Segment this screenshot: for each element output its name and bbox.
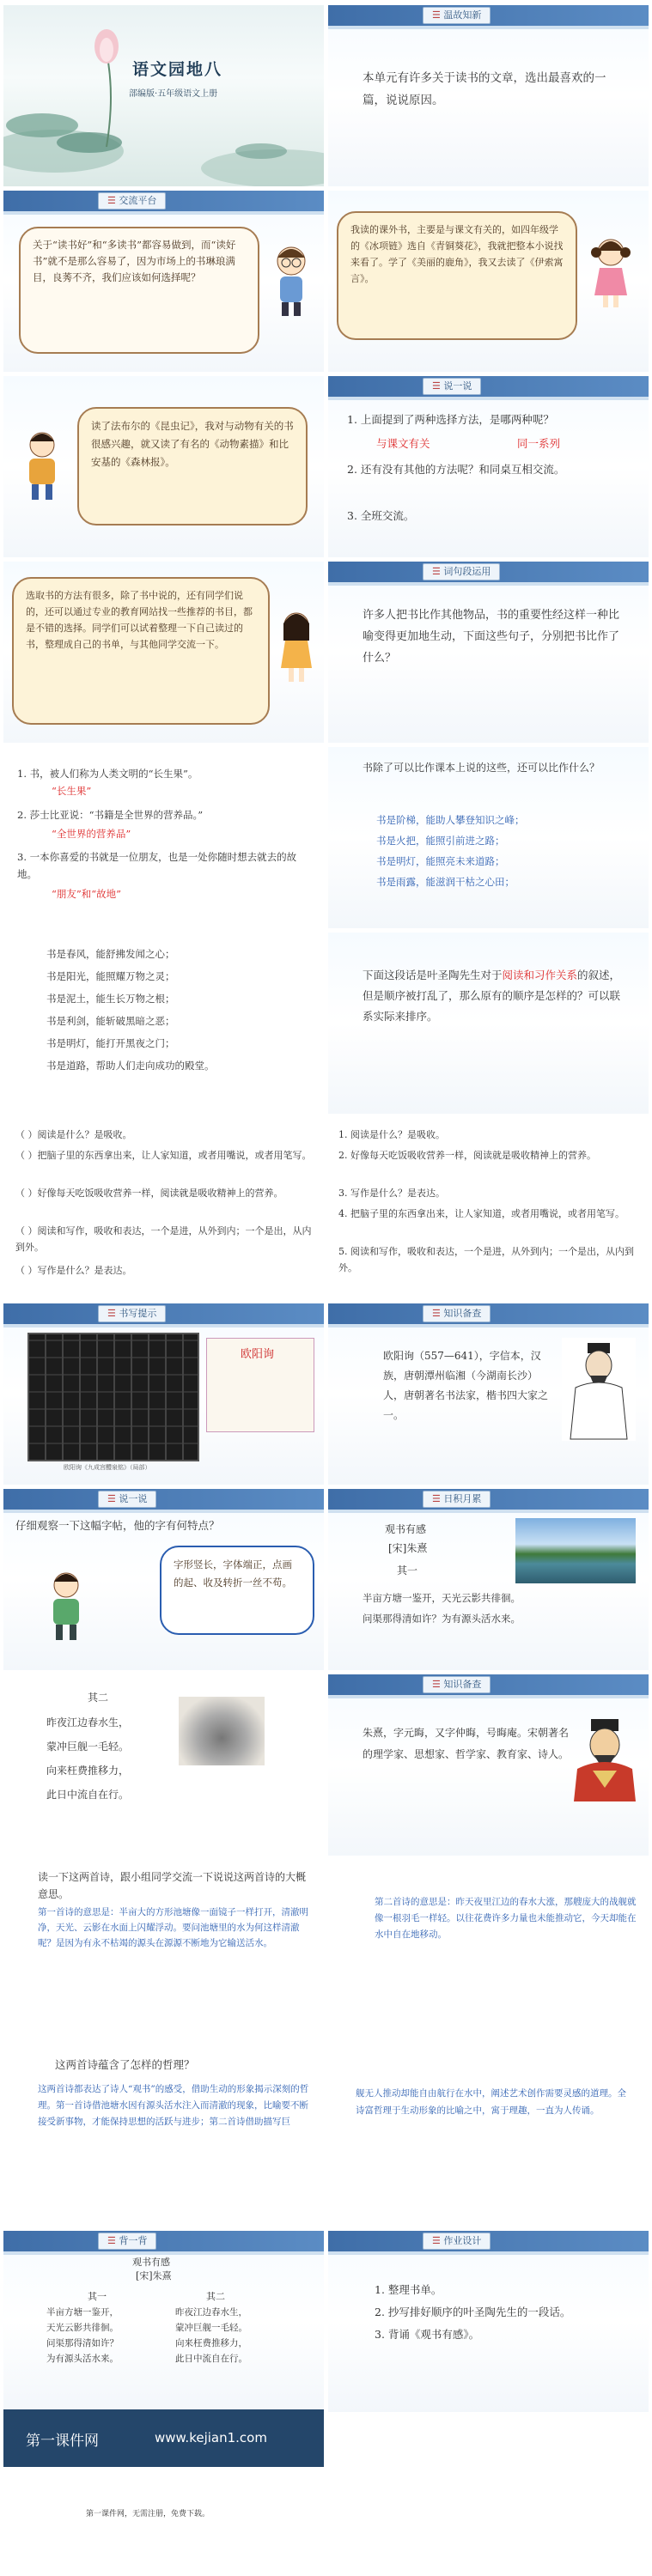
metaphor-1: 1. 书，被人们称为人类文明的“长生果”。: [17, 768, 198, 780]
metaphor-line: 书是雨露，能滋润干枯之心田；: [376, 876, 515, 888]
poem-subtitle: 其二: [206, 2291, 225, 2302]
ordered-item: 5. 阅读和写作，吸收和表达，一个是进，从外到内；一个是出，从内到外。: [338, 1246, 634, 1273]
example-line: 书是道路，帮助人们走向成功的殿堂。: [46, 1060, 215, 1072]
answer-bubble: 字形竖长，字体端正，点画的起、收及转折一丝不苟。: [160, 1546, 314, 1635]
slide-girl-reading: [328, 191, 649, 372]
section-header: ☰ 温故知新: [423, 7, 491, 24]
ordered-item: 1. 阅读是什么？是吸收。: [338, 1129, 445, 1140]
poem-subtitle: 其一: [88, 2291, 107, 2302]
poem-author: [宋]朱熹: [136, 2270, 172, 2281]
calligraphy-rubbing-image: [27, 1333, 199, 1461]
zhu-xi-portrait-icon: [570, 1716, 639, 1801]
ordering-intro-pre: 下面这段话是叶圣陶先生对于: [363, 969, 503, 981]
slide-poem-two: [3, 1674, 324, 1856]
poem-line: 半亩方塘一鉴开，天光云影共徘徊。: [363, 1592, 521, 1604]
question-2: 2. 还有没有其他的方法呢？和同桌互相交流。: [347, 463, 565, 476]
poem-line: 此日中流自在行。: [175, 2354, 247, 2364]
metaphor-3: 3. 一本你喜爱的书就是一位朋友，也是一处你随时想去就去的故地。: [17, 851, 297, 880]
poem-line: 问渠那得清如许？为有源头活水来。: [363, 1613, 521, 1625]
slide-observe-calligraphy: [3, 1489, 324, 1670]
poem-title: 观书有感: [385, 1523, 427, 1535]
slide-book-metaphors: [3, 747, 324, 928]
slide-ordering-intro: [328, 933, 649, 1114]
poem-line: 向来枉费推移力，: [46, 1765, 130, 1777]
meaning-answer: 第二首诗的意思是：昨天夜里江边的春水大涨，那艘庞大的战舰就像一根羽毛一样轻。以往花费许多力量也未能推动它，今天却能在水中自在地移动。: [375, 1897, 637, 1940]
poem-line: 天光云影共徘徊。: [46, 2323, 119, 2333]
speech-bubble: 我读的课外书，主要是与课文有关的，如四年级学的《冰项链》选自《青铜葵花》，我就把整本小说找来看了。学了《美丽的鹿角》，我又去读了《伊索寓言》。: [337, 211, 577, 340]
slide-writing-tips: [3, 1303, 324, 1485]
speech-bubble: 选取书的方法有很多，除了书中说的，还有同学们说的，还可以通过专业的教育网站找一些推荐的书目，都是不错的选择。同学们可以试着整理一下自己读过的书，整理成自己的书单，与其他同学交流一下。: [12, 577, 270, 725]
philosophy-question: 这两首诗蕴含了怎样的哲理？: [55, 2058, 195, 2071]
slide-homework: [328, 2231, 649, 2412]
ouyang-xun-portrait-icon: [562, 1338, 636, 1441]
slide-choose-books: [3, 562, 324, 743]
poem-subtitle: 其二: [88, 1692, 109, 1704]
example-line: 书是泥土，能生长万物之根；: [46, 993, 175, 1005]
poem-title: 观书有感: [132, 2257, 170, 2268]
header-bar: [328, 376, 649, 397]
section-header: ☰ 日积月累: [423, 1491, 491, 1508]
philosophy-answer: 这两首诗都表达了诗人“观书”的感受，借助生动的形象揭示深刻的哲理。第一首诗借池塘水因有源头活水注入而清澈的现象，比喻要不断接受新事物，才能保持思想的活跃与进步；第二首诗借助描写巨: [38, 2084, 309, 2127]
slide-daily-accumulation: [328, 1489, 649, 1670]
poem-line: 蒙冲巨舰一毛轻。: [46, 1741, 130, 1753]
slide-philosophy-1: [3, 2045, 324, 2227]
slide-ouyang-xun-info: [328, 1303, 649, 1485]
metaphor-2: 2. 莎士比亚说：“书籍是全世界的营养品。”: [17, 809, 204, 821]
section-header: ☰ 知识备查: [423, 1676, 491, 1693]
intro-text: 许多人把书比作其他物品，书的重要性经这样一种比喻变得更加地生动，下面这些句子，分别把书比作了什么？: [363, 609, 620, 665]
slide-ordering-answer: [328, 1118, 649, 1299]
slide-poem-meaning-1: [3, 1860, 324, 2041]
slide-discuss-1: [328, 376, 649, 557]
example-line: 书是春风，能舒拂发闻之心；: [46, 948, 175, 960]
poem-line: 问渠那得清如许？: [46, 2338, 119, 2348]
ordering-item: （ ）阅读和写作，吸收和表达，一个是进，从外到内；一个是出，从内到外。: [15, 1225, 312, 1253]
philosophy-answer: 舰无人推动却能自由航行在水中，阐述艺术创作需要灵感的道理。全诗富哲理于生动形象的比喻之中，寓于理趣，一直为人传诵。: [356, 2088, 626, 2116]
ordered-item: 4. 把脑子里的东西拿出来，让人家知道，或者用嘴说，或者用笔写。: [338, 1208, 625, 1219]
section-header: ☰ 知识备查: [423, 1305, 491, 1322]
footer-banner: [3, 2409, 324, 2467]
slide-philosophy-2: [328, 2045, 649, 2227]
section-header: ☰ 交流平台: [98, 192, 166, 210]
girl-icon: [588, 234, 634, 311]
metaphor-line: 书是火把，能照引前进之路；: [376, 835, 505, 847]
poem-line: 蒙冲巨舰一毛轻。: [175, 2323, 247, 2333]
poem-author: [宋]朱熹: [388, 1542, 428, 1554]
ordering-item: （ ）把脑子里的东西拿出来，让人家知道，或者用嘴说，或者用笔写。: [15, 1150, 312, 1161]
header-bar: [3, 1489, 324, 1510]
metaphor-1-answer: “长生果”: [52, 785, 92, 797]
poem-line: 半亩方塘一鉴开，: [46, 2307, 119, 2318]
poem-line: 为有源头活水来。: [46, 2354, 119, 2364]
question-1: 1. 上面提到了两种选择方法，是哪两种呢？: [347, 413, 554, 426]
slide-review: [328, 5, 649, 186]
metaphor-2-answer: “全世界的营养品”: [52, 828, 131, 840]
metaphor-line: 书是明灯，能照亮未来道路；: [376, 855, 505, 867]
section-header: ☰ 书写提示: [98, 1305, 166, 1322]
boy-with-glasses-icon: [268, 242, 314, 319]
section-header: ☰ 背一背: [98, 2233, 156, 2250]
observe-question: 仔细观察一下这幅字帖，他的字有何特点？: [15, 1519, 220, 1532]
biography-text: 朱熹，字元晦，又字仲晦，号晦庵。宋朝著名的理学家、思想家、哲学家、教育家、诗人。: [363, 1727, 570, 1760]
ordering-intro-post: 的叙述，但是顺序被打乱了，那么原有的顺序是怎样的？可以联系实际来排序。: [363, 969, 621, 1023]
thinking-boy-icon: [43, 1568, 89, 1645]
poem-line: 向来枉费推移力，: [175, 2338, 247, 2348]
homework-item: 3. 背诵《观书有感》。: [375, 2328, 480, 2341]
example-line: 书是阳光，能照耀万物之灵；: [46, 970, 175, 982]
ink-painting-boats-image: [179, 1697, 265, 1765]
homework-item: 1. 整理书单。: [375, 2283, 442, 2296]
answer-1b: 同一系列: [517, 437, 561, 450]
slide-metaphor-examples: [3, 933, 324, 1114]
metaphor-3-answer: “朋友”和“故地”: [52, 888, 122, 900]
section-header: ☰ 说一说: [98, 1491, 156, 1508]
ordering-intro: [363, 965, 629, 1027]
speech-bubble: 关于“读书好”和“多读书”都容易做到，而“读好书”就不是那么容易了，因为市场上的书琳琅满目，良莠不齐，我们应该如何选择呢？: [19, 227, 259, 354]
slide-zhu-xi-info: [328, 1674, 649, 1856]
ordering-item: （ ）好像每天吃饭吸收营养一样，阅读就是吸收精神上的营养。: [15, 1188, 283, 1199]
slide-ordering-blanks: [3, 1118, 324, 1299]
section-header: ☰ 作业设计: [423, 2233, 491, 2250]
footer-url[interactable]: www.kejian1.com: [155, 2430, 267, 2445]
footer-brand: 第一课件网: [26, 2433, 99, 2450]
metaphor-line: 书是阶梯，能助人攀登知识之峰；: [376, 814, 525, 826]
question-3: 3. 全班交流。: [347, 509, 415, 522]
intro-question: 书除了可以比作课本上说的这些，还可以比作什么？: [363, 762, 600, 774]
slide-boy-reading: [3, 376, 324, 557]
boy-icon: [19, 428, 65, 505]
poem-line: 昨夜江边春水生，: [175, 2307, 247, 2318]
cover-subtitle: 部编版·五年级语文上册: [129, 89, 218, 99]
pond-landscape-image: [515, 1518, 636, 1583]
slide-cover: [3, 5, 324, 186]
poem-line: 此日中流自在行。: [46, 1789, 130, 1801]
slide-recite: [3, 2231, 324, 2412]
girl-icon: [273, 608, 320, 685]
slide-more-metaphors: [328, 747, 649, 928]
section-header: ☰ 说一说: [423, 378, 481, 395]
homework-item: 2. 抄写排好顺序的叶圣陶先生的一段话。: [375, 2306, 571, 2318]
example-line: 书是明灯，能打开黑夜之门；: [46, 1037, 175, 1049]
meaning-question: 读一下这两首诗，跟小组同学交流一下说说这两首诗的大概意思。: [38, 1871, 307, 1900]
example-line: 书是利剑，能斩破黑暗之恶；: [46, 1015, 175, 1027]
ordering-highlight: 阅读和习作关系: [502, 969, 578, 981]
rubbing-caption: 欧阳询《九成宫醴泉铭》（局部）: [64, 1464, 151, 1471]
review-text: 本单元有许多关于读书的文章，选出最喜欢的一篇，说说原因。: [363, 71, 606, 107]
footer-note: 第一课件网，无需注册，免费下载。: [86, 2510, 210, 2518]
ordered-item: 3. 写作是什么？是表达。: [338, 1188, 445, 1199]
header-bar: [3, 2231, 324, 2251]
speech-bubble: 读了法布尔的《昆虫记》，我对与动物有关的书很感兴趣，就又读了有名的《动物素描》和比安基的《森林报》。: [77, 407, 308, 526]
section-header: ☰ 词句段运用: [423, 563, 500, 580]
slide-words-sentences: [328, 562, 649, 743]
calligrapher-name: 欧阳询: [241, 1348, 275, 1361]
ordered-item: 2. 好像每天吃饭吸收营养一样，阅读就是吸收精神上的营养。: [338, 1150, 596, 1161]
meaning-answer: 第一首诗的意思是：半亩大的方形池塘像一面镜子一样打开，清澈明净，天光、云影在水面上闪耀浮动。要问池塘里的水为何这样清澈呢？是因为有永不枯竭的源头在源源不断地为它输送活水。: [38, 1907, 308, 1948]
ordering-item: （ ）阅读是什么？是吸收。: [15, 1129, 132, 1140]
poem-line: 昨夜江边春水生，: [46, 1716, 130, 1728]
slide-exchange: [3, 191, 324, 372]
slide-poem-meaning-2: [328, 1860, 649, 2041]
ordering-item: （ ）写作是什么？是表达。: [15, 1265, 132, 1276]
answer-1a: 与课文有关: [376, 437, 430, 450]
poem-subtitle: 其一: [397, 1564, 418, 1577]
cover-title: 语文园地八: [132, 60, 223, 79]
biography-text: 欧阳询（557—641），字信本，汉族，唐朝潭州临湘（今湖南长沙）人，唐朝著名书法家，楷书四大家之一。: [383, 1350, 549, 1421]
